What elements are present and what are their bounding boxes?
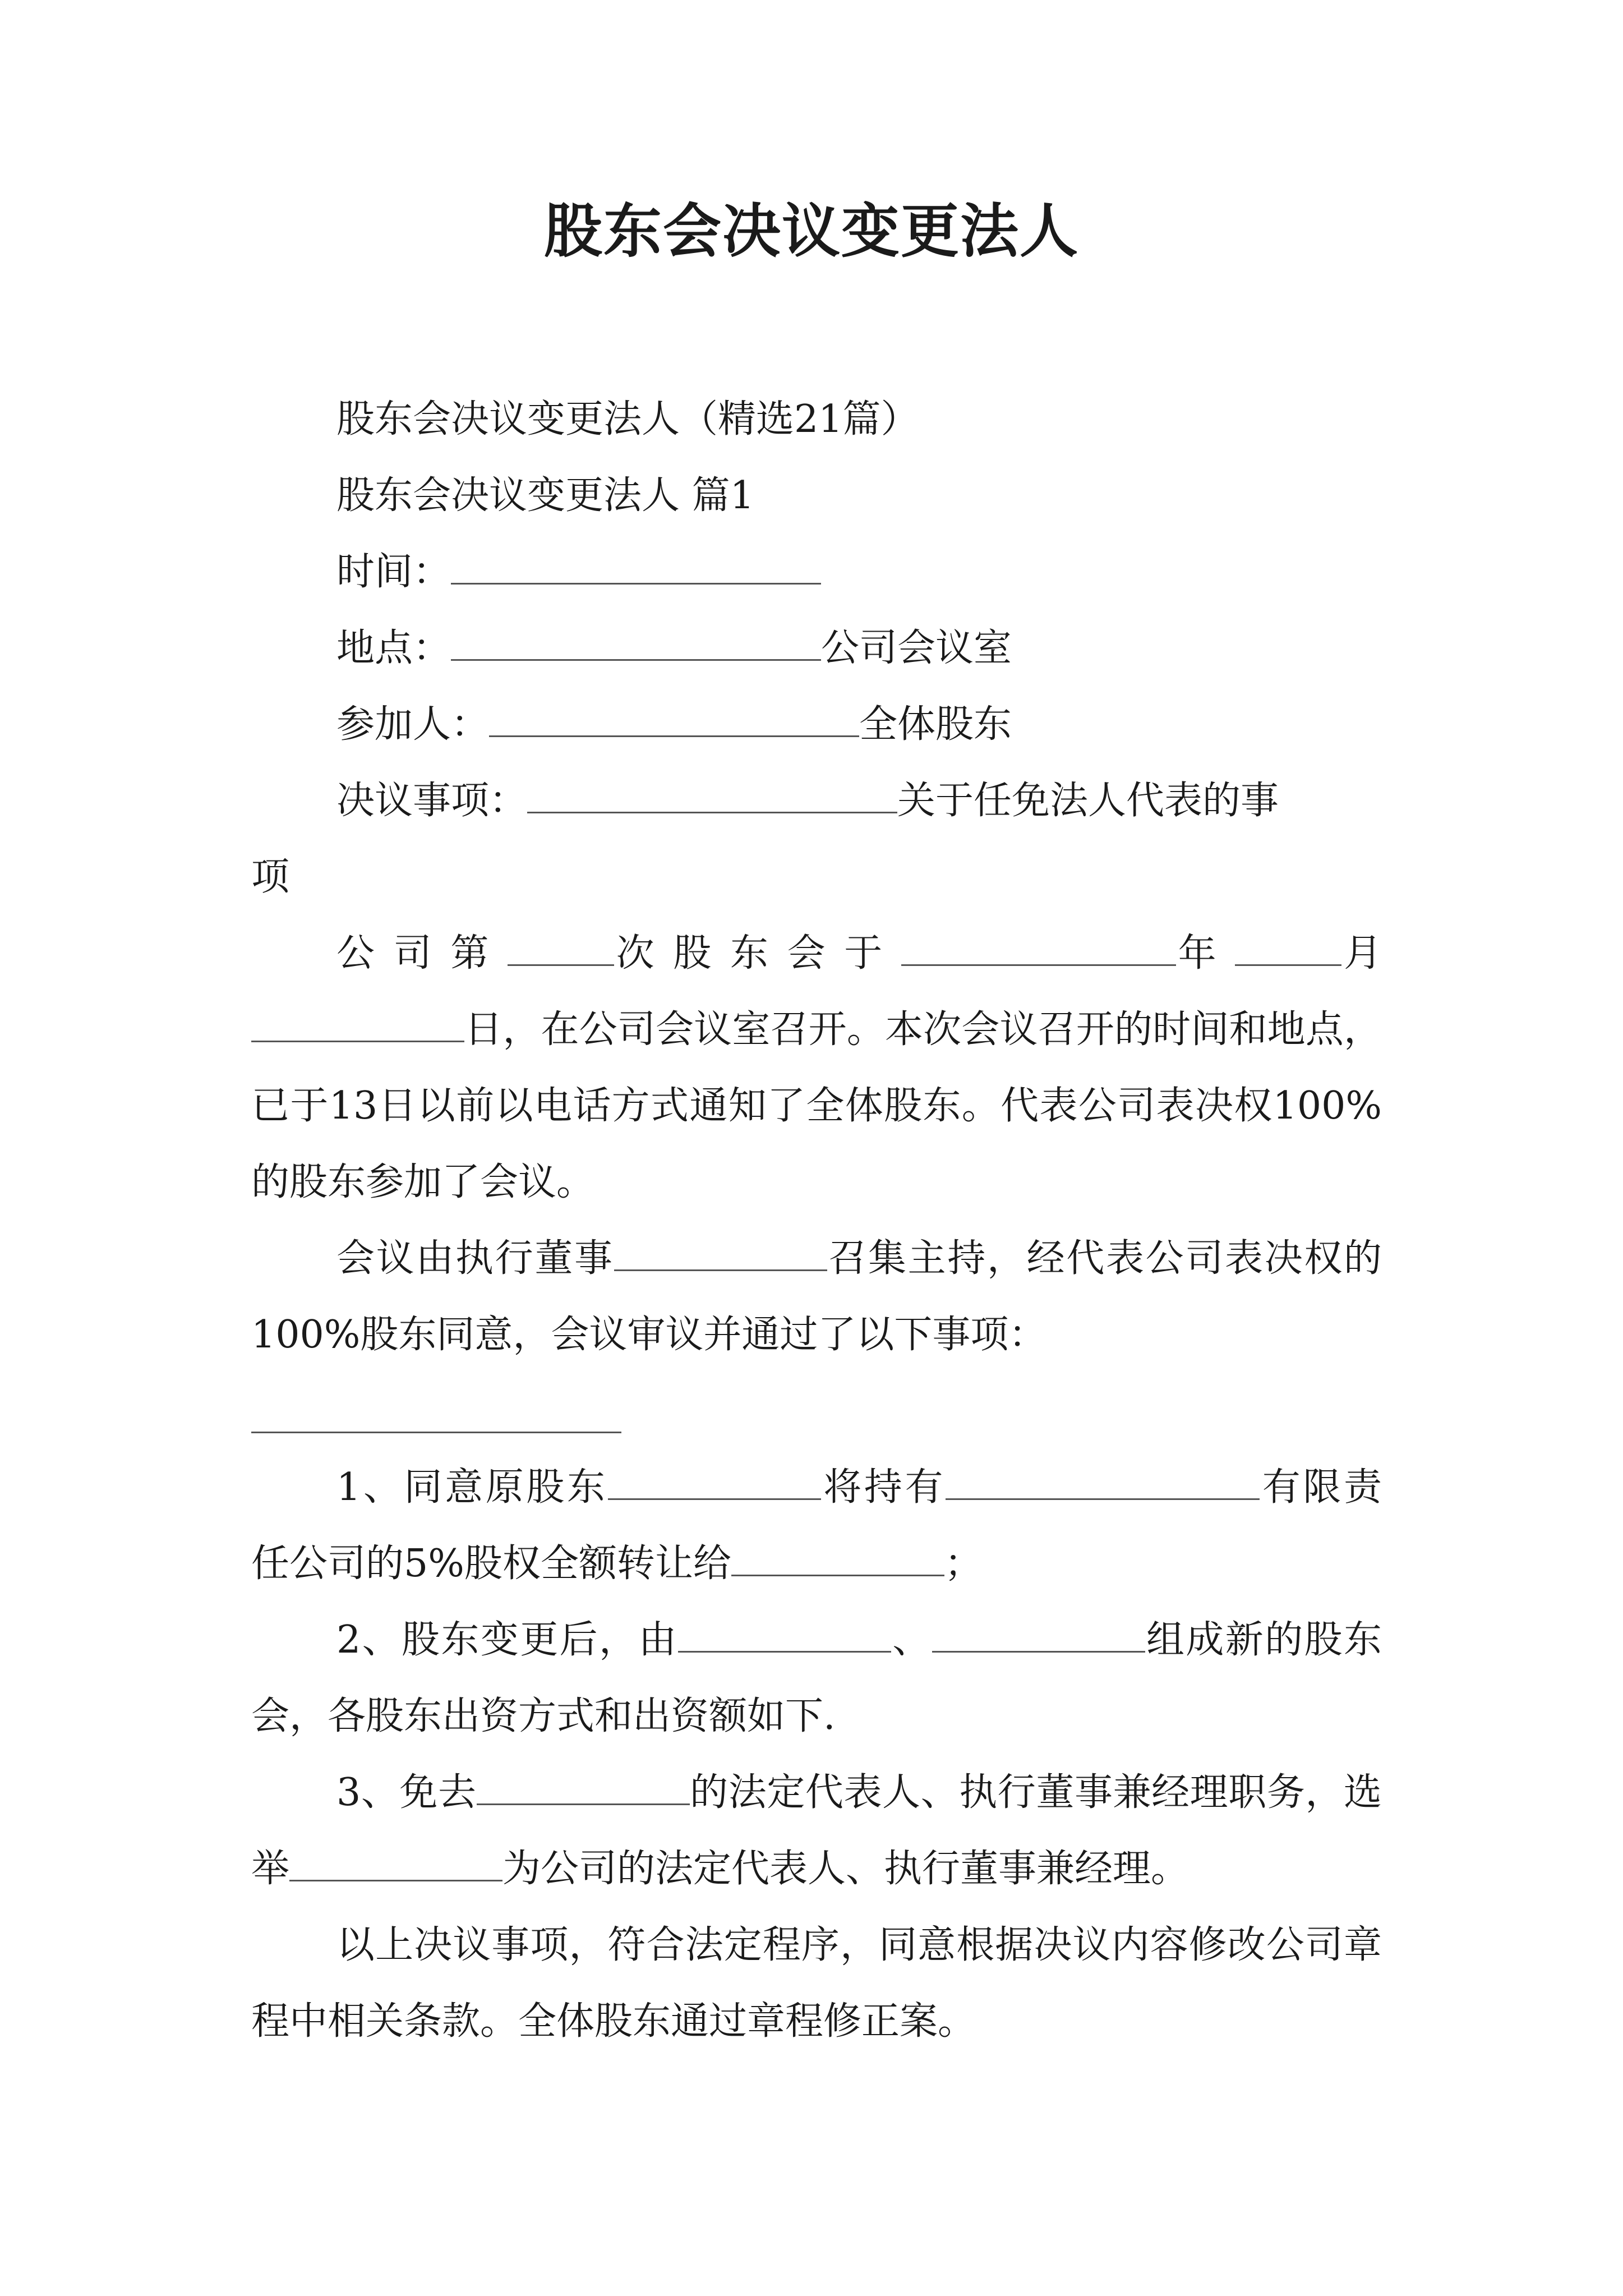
- attendees-label: 参加人：: [336, 702, 490, 747]
- p2-text-a: 会议由执行董事: [336, 1236, 614, 1281]
- item3-text-b: 的法定代表人、执行董事兼经理职务，选举: [251, 1770, 1382, 1891]
- item2-text-a: 2、股东变更后，由: [336, 1618, 678, 1662]
- matter-blank: [527, 776, 897, 813]
- p1-text-d: 月: [1341, 931, 1382, 976]
- item1-text-b: 将持有: [820, 1465, 946, 1510]
- time-label: 时间：: [336, 550, 451, 594]
- resolution-item-3: [251, 1755, 1382, 1907]
- p1-blank-session: [508, 928, 614, 966]
- time-blank: [451, 547, 821, 585]
- p1-text-b: 次股东会于: [614, 931, 901, 976]
- item2-blank-first: [678, 1615, 891, 1653]
- section-heading: 股东会决议变更法人 篇1: [336, 473, 754, 518]
- p1-blank-month: [1235, 928, 1341, 966]
- item3-text-c: 为公司的法定代表人、执行董事兼经理。: [502, 1847, 1189, 1891]
- p1-text-a: 公司第: [336, 931, 508, 976]
- matter-value: 关于任免法人代表的事: [897, 779, 1279, 823]
- paragraph-meeting-notice: [251, 915, 1382, 1221]
- item3-text-a: 3、免去: [336, 1770, 477, 1815]
- place-label: 地点：: [336, 626, 451, 670]
- paragraph-chair: [251, 1221, 1382, 1373]
- resolution-item-1: [251, 1450, 1382, 1602]
- item1-blank-transferee: [731, 1539, 944, 1576]
- standalone-blank-line: [251, 1373, 1382, 1450]
- matter-field: [251, 763, 1382, 839]
- place-blank: [451, 623, 821, 661]
- p1-text-e: 日，在公司会议室召开。本次会议召开的时间和地点，已于13日以前以电话方式通知了全体股东。代表公司表决权100%的股东参加了会议。: [251, 1007, 1382, 1204]
- matter-field-continued: 项: [251, 855, 290, 899]
- subtitle: 股东会决议变更法人（精选21篇）: [336, 397, 919, 441]
- attendees-value: 全体股东: [859, 702, 1012, 747]
- item3-blank-removed: [477, 1768, 690, 1805]
- item1-blank-company: [946, 1462, 1260, 1500]
- matter-label: 决议事项：: [336, 779, 528, 823]
- attendees-blank: [489, 700, 859, 737]
- item2-text-c: 组成新的股东会，各股东出资方式和出资额如下.: [251, 1618, 1382, 1738]
- document-body: [251, 381, 1382, 2060]
- item2-blank-second: [932, 1615, 1145, 1653]
- item1-text-d: ；: [944, 1542, 983, 1586]
- p1-blank-day: [251, 1005, 464, 1042]
- item1-text-c: 有限责任公司的5%股权全额转让给: [251, 1465, 1382, 1586]
- place-field: [251, 610, 1382, 687]
- place-value: 公司会议室: [821, 626, 1012, 670]
- resolution-item-2: [251, 1602, 1382, 1755]
- p2-blank-matters: [251, 1396, 621, 1433]
- document-title: 股东会决议变更法人: [543, 196, 1079, 265]
- time-field: [251, 534, 1382, 610]
- p2-text-b: 召集主持，经代表公司表决权的100%股东同意，会议审议并通过了以下事项：: [251, 1236, 1382, 1357]
- item1-text-a: 1、同意原股东: [336, 1465, 608, 1510]
- p1-text-c: 年: [1175, 931, 1235, 976]
- attendees-field: [251, 687, 1382, 763]
- item2-text-b: 、: [891, 1618, 932, 1662]
- closing-paragraph: 以上决议事项，符合法定程序，同意根据决议内容修改公司章程中相关条款。全体股东通过章程修正案。: [251, 1923, 1382, 2044]
- item3-blank-elected: [289, 1844, 502, 1881]
- p1-blank-year: [901, 928, 1176, 966]
- item1-blank-shareholder: [608, 1462, 821, 1500]
- p2-blank-director: [614, 1234, 827, 1271]
